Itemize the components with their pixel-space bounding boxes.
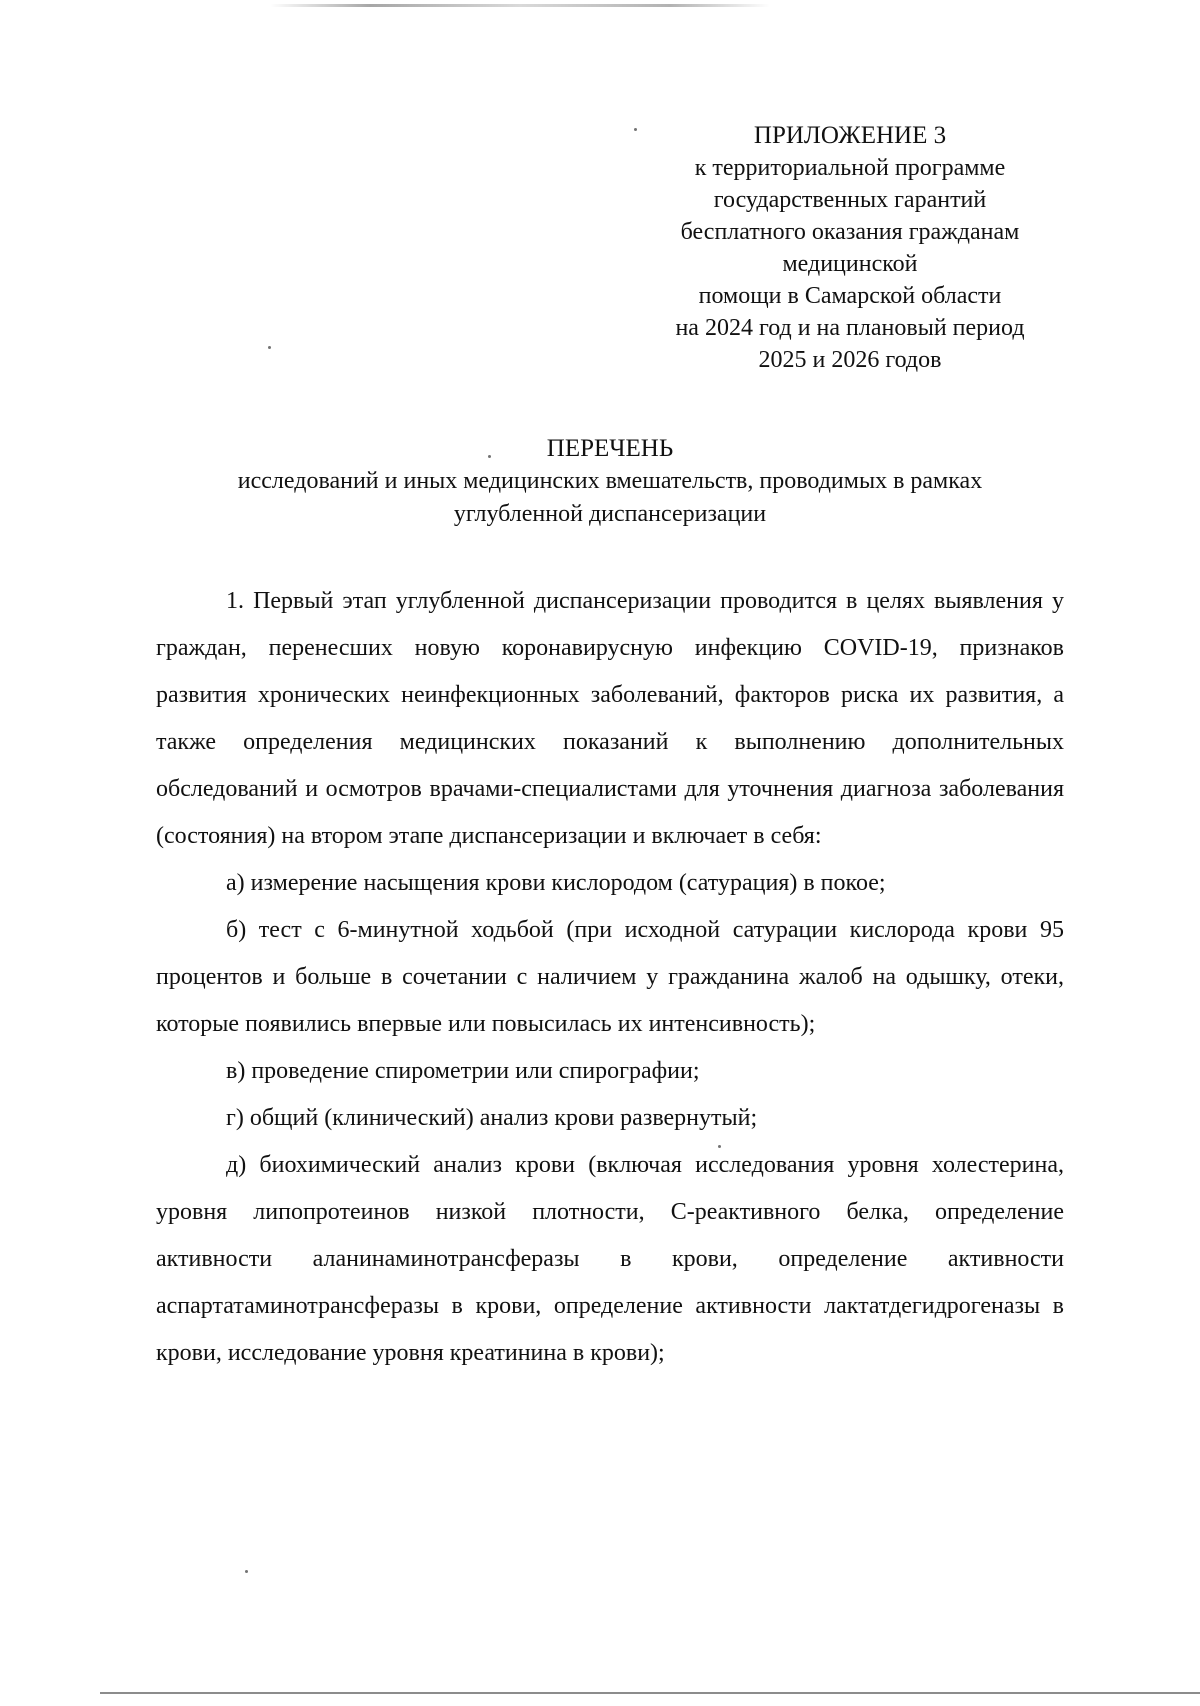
scan-speck xyxy=(488,455,491,458)
scan-edge-top xyxy=(270,4,770,7)
document-heading xyxy=(120,432,1100,531)
list-item: г) общий (клинический) анализ крови развернутый; xyxy=(226,1105,758,1131)
heading-subtitle-line: углубленной диспансеризации xyxy=(453,501,767,527)
heading-title: ПЕРЕЧЕНЬ xyxy=(546,435,674,462)
intro-paragraph: 1. Первый этап углубленной диспансеризации проводится в целях выявления у граждан, перенесших новую коронавирусную инфекцию COVID-19, признаков развития хронических неинфекционных заболеваний, факторов риска их развития, а также определения медицинских показаний к выполнению дополнительных обследований и осмотров врачами-специалистами для уточнения диагноза заболевания (состояния) на втором этапе диспансеризации и включает в себя: xyxy=(156,588,1064,849)
list-item: а) измерение насыщения крови кислородом (сатурация) в покое; xyxy=(226,870,886,896)
annex-block xyxy=(600,120,1100,376)
scan-speck xyxy=(634,128,637,131)
list-item: в) проведение спирометрии или спирографии; xyxy=(226,1058,700,1084)
annex-line: к территориальной программе xyxy=(694,155,1006,181)
list-item: б) тест с 6-минутной ходьбой (при исходной сатурации кислорода крови 95 процентов и больше в сочетании с наличием у гражданина жалоб на одышку, отеки, которые появились впервые или повысилась их интенсивность); xyxy=(156,917,1064,1037)
annex-line: медицинской xyxy=(782,251,918,277)
document-body xyxy=(156,578,1064,1377)
annex-line: государственных гарантий xyxy=(713,187,987,213)
heading-subtitle-line: исследований и иных медицинских вмешательств, проводимых в рамках xyxy=(237,468,983,494)
scan-edge-bottom xyxy=(100,1692,1200,1694)
list-item: д) биохимический анализ крови (включая исследования уровня холестерина, уровня липопротеинов низкой плотности, С-реактивного белка, определение активности аланинаминотрансферазы в крови, определение активности аспартатаминотрансферазы в крови, определение активности лактатдегидрогеназы в крови, исследование уровня креатинина в крови); xyxy=(156,1152,1064,1366)
annex-line: бесплатного оказания гражданам xyxy=(680,219,1020,245)
annex-line: на 2024 год и на плановый период xyxy=(675,315,1025,341)
scan-speck xyxy=(245,1570,248,1573)
annex-line: 2025 и 2026 годов xyxy=(758,347,942,373)
annex-title: ПРИЛОЖЕНИЕ 3 xyxy=(753,122,947,149)
scan-speck xyxy=(268,346,271,349)
scan-speck xyxy=(718,1145,721,1148)
annex-line: помощи в Самарской области xyxy=(698,283,1002,309)
